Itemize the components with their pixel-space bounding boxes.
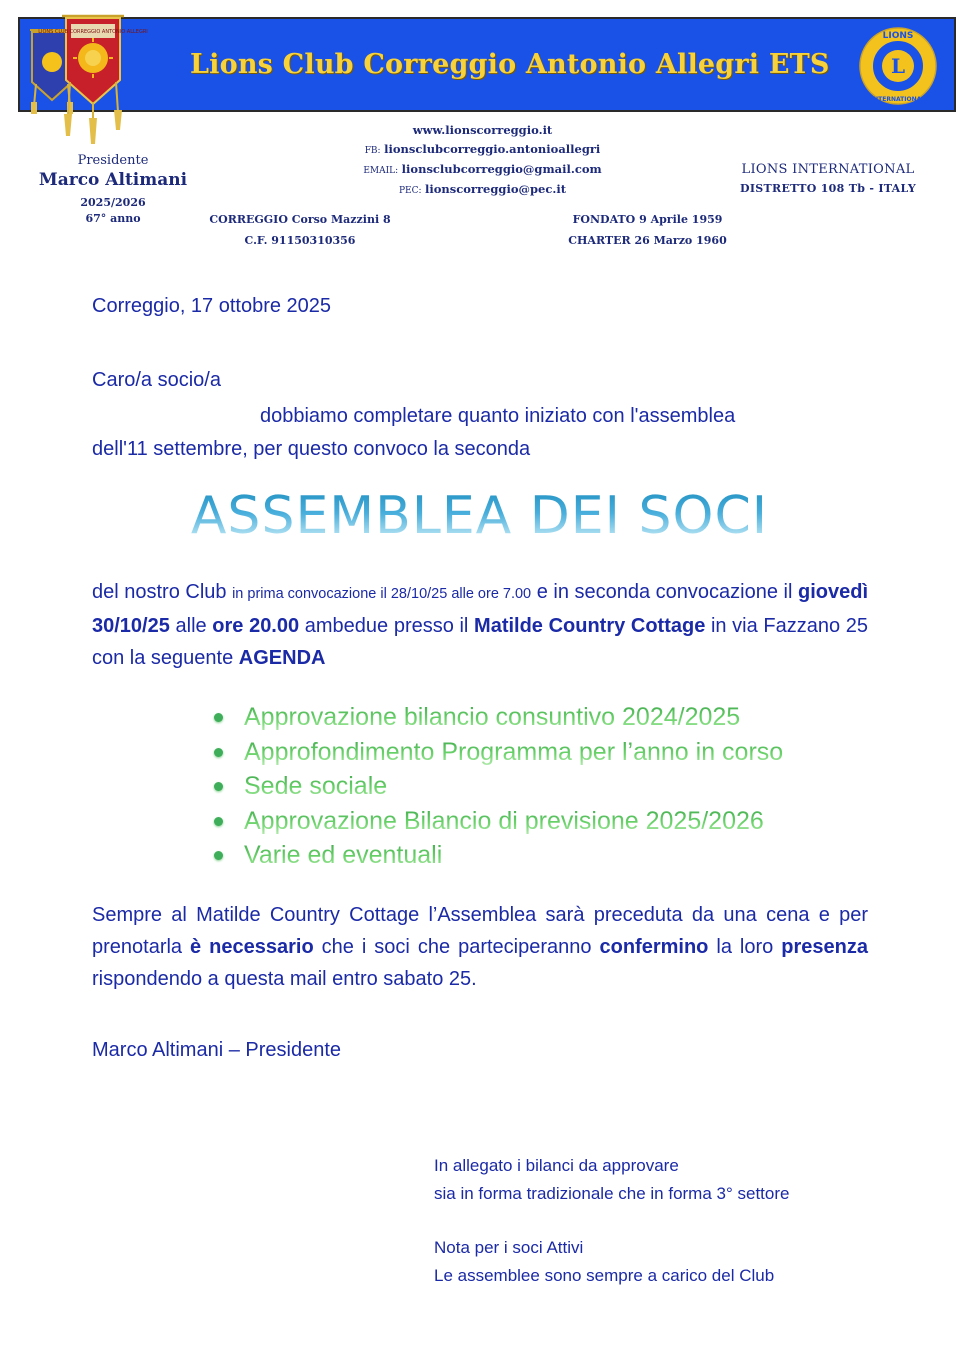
district-label: DISTRETTO 108 Tb - ITALY [740,182,916,195]
meeting-time: ore 20.00 [212,615,300,637]
bullet-icon [214,748,223,757]
note-active-members-line-1: Nota per i soci Attivi [434,1238,584,1257]
bullet-icon [214,851,223,860]
agenda-item-text: Approvazione bilancio consuntivo 2024/2025 [244,703,741,731]
bullet-icon [214,713,223,722]
lions-international-block [728,162,928,195]
logo-text-bottom: INTERNATIONAL [870,96,926,103]
convocation-text-e: in via Fazzano 25 con la seguente [92,615,868,669]
dinner-text-d: rispondendo a questa mail entro sabato 25. [92,968,477,990]
dinner-text-a: Sempre al Matilde Country Cottage l’Assemblea sarà preceduta da una cena e per prenotarla [92,904,868,958]
facebook-link[interactable]: lionsclubcorreggio.antonioallegri [384,142,601,156]
convocation-paragraph [92,576,868,674]
charter-date: CHARTER 26 Marzo 1960 [568,234,727,247]
pec-label: PEC: [398,186,422,196]
founded-block [560,209,735,251]
bullet-icon [214,782,223,791]
letter-date: Correggio, 17 ottobre 2025 [92,295,332,317]
intro-paragraph [92,400,868,466]
agenda-item [212,838,783,873]
president-name: Marco Altimani [38,170,188,190]
convocation-text-a: del nostro Club [92,581,233,603]
dinner-paragraph [92,899,868,995]
club-year: 2025/2026 [80,196,146,209]
lions-international-label: LIONS INTERNATIONAL [741,162,915,177]
agenda-item [212,769,783,804]
founded-date: FONDATO 9 Aprile 1959 [572,213,723,226]
email-link[interactable]: lionsclubcorreggio@gmail.com [401,162,602,176]
necessary-emphasis: è necessario [190,936,314,958]
note-active-members-line-2: Le assemblee sono sempre a carico del Club [434,1265,775,1285]
note-attachment-line-2: sia in forma tradizionale che in forma 3° settore [434,1183,790,1203]
address-block [200,209,400,251]
letter-greeting: Caro/a socio/a [92,369,221,391]
signature: Marco Altimani – Presidente [92,1039,342,1061]
presence-emphasis: presenza [781,936,868,958]
header-banner [18,17,956,112]
confirm-emphasis: confermino [599,936,709,958]
bullet-icon [214,817,223,826]
agenda-item [212,735,783,770]
agenda-list [212,700,783,873]
lions-international-logo-icon [855,25,941,107]
agenda-item [212,804,783,839]
dinner-text-c: la loro [708,936,782,958]
contacts-block [340,121,625,200]
club-address: CORREGGIO Corso Mazzini 8 [209,213,391,226]
agenda-item [212,700,783,735]
convocation-text-d: ambedue presso il [299,615,475,637]
note-attachment-line-1: In allegato i bilanci da approvare [434,1156,679,1175]
club-pennants-icon [24,2,148,147]
president-role: Presidente [77,153,149,168]
pennant-text: LIONS CLUB CORREGGIO ANTONIO ALLEGRI [38,29,148,35]
fb-label: FB: [364,146,381,156]
agenda-item-text: Sede sociale [244,772,388,800]
club-anniversary: 67° anno [85,212,141,225]
club-title: Lions Club Correggio Antonio Allegri ETS [190,49,830,80]
first-call-text: in prima convocazione il 28/10/25 alle ore 7.00 [232,586,532,602]
meeting-day: giovedì 30/10/25 [92,581,868,637]
agenda-item-text: Approfondimento Programma per l’anno in corso [244,737,784,766]
convocation-text-c: alle [169,615,213,637]
pec-link[interactable]: lionscorreggio@pec.it [425,182,567,196]
intro-line-2: dell'11 settembre, per questo convoco la seconda [92,438,531,460]
tax-code: C.F. 91150310356 [244,234,356,247]
logo-text-top: LIONS [882,31,914,41]
logo-letter: L [890,54,906,78]
president-block [28,153,198,225]
convocation-text-b: e in seconda convocazione il [531,581,798,603]
website-link[interactable]: www.lionscorreggio.it [412,123,553,137]
email-label: EMAIL: [363,166,399,176]
agenda-label: AGENDA [238,647,326,669]
intro-line-1: dobbiamo completare quanto iniziato con l'assemblea [260,405,736,427]
dinner-text-b: che i soci che parteciperanno [313,936,600,958]
agenda-item-text: Varie ed eventuali [244,841,443,869]
agenda-item-text: Approvazione Bilancio di previsione 2025/2026 [244,806,764,835]
assembly-title: ASSEMBLEA DEI SOCI [0,486,959,546]
meeting-venue: Matilde Country Cottage [474,615,706,637]
notes-block [434,1152,789,1289]
